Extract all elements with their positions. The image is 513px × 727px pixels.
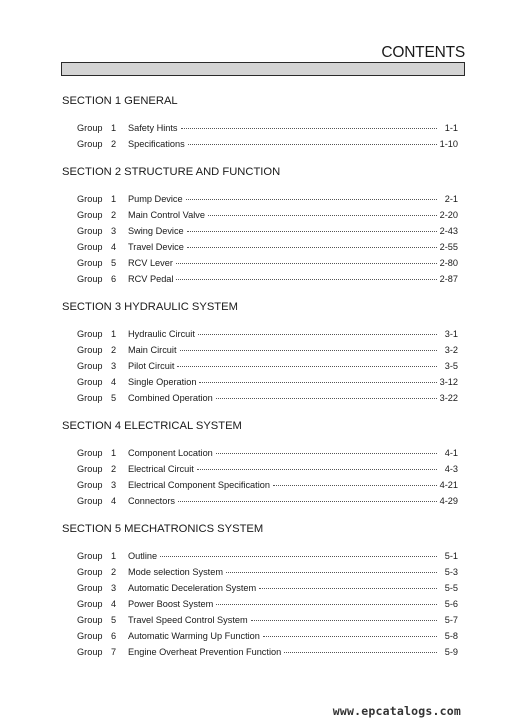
section-title: SECTION 2 STRUCTURE AND FUNCTION xyxy=(62,166,281,178)
page-number: 3-22 xyxy=(439,393,458,403)
section-title: SECTION 5 MECHATRONICS SYSTEM xyxy=(62,523,264,535)
group-label: Group xyxy=(77,615,103,625)
dotted-leader xyxy=(177,366,437,367)
dotted-leader xyxy=(160,556,437,557)
group-label: Group xyxy=(77,139,103,149)
entry-name: Outline xyxy=(128,551,158,561)
page-title: CONTENTS xyxy=(381,44,465,61)
contents-section xyxy=(62,419,458,509)
toc-entry[interactable] xyxy=(62,223,458,239)
group-number: 1 xyxy=(111,329,117,339)
page-number: 5-9 xyxy=(444,647,458,657)
page-number: 4-1 xyxy=(444,448,458,458)
group-label: Group xyxy=(77,226,103,236)
page-number: 2-43 xyxy=(439,226,458,236)
contents-list xyxy=(62,94,458,673)
group-number: 3 xyxy=(111,361,117,371)
group-label: Group xyxy=(77,496,103,506)
toc-entry[interactable] xyxy=(62,271,458,287)
section-title: SECTION 1 GENERAL xyxy=(62,95,178,107)
toc-entry[interactable] xyxy=(62,493,458,509)
group-number: 1 xyxy=(111,448,117,458)
page-number: 4-3 xyxy=(444,464,458,474)
dotted-leader xyxy=(187,231,437,232)
page-number: 3-12 xyxy=(439,377,458,387)
group-label: Group xyxy=(77,448,103,458)
group-number: 2 xyxy=(111,139,117,149)
group-number: 2 xyxy=(111,345,117,355)
toc-entry[interactable] xyxy=(62,136,458,152)
toc-entry[interactable] xyxy=(62,390,458,406)
dotted-leader xyxy=(208,215,437,216)
section-title: SECTION 4 ELECTRICAL SYSTEM xyxy=(62,420,242,432)
dotted-leader xyxy=(226,572,437,573)
dotted-leader xyxy=(216,398,437,399)
toc-entry[interactable] xyxy=(62,120,458,136)
group-number: 4 xyxy=(111,599,117,609)
page-number: 3-2 xyxy=(444,345,458,355)
group-number: 2 xyxy=(111,210,117,220)
group-label: Group xyxy=(77,567,103,577)
toc-entry[interactable] xyxy=(62,239,458,255)
group-number: 1 xyxy=(111,123,117,133)
group-label: Group xyxy=(77,480,103,490)
group-label: Group xyxy=(77,242,103,252)
toc-entry[interactable] xyxy=(62,207,458,223)
group-label: Group xyxy=(77,329,103,339)
page-number: 1-10 xyxy=(439,139,458,149)
dotted-leader xyxy=(197,469,437,470)
group-number: 1 xyxy=(111,551,117,561)
group-label: Group xyxy=(77,361,103,371)
group-label: Group xyxy=(77,647,103,657)
page-number: 3-5 xyxy=(444,361,458,371)
page-number: 5-1 xyxy=(444,551,458,561)
toc-entry[interactable] xyxy=(62,191,458,207)
page-number: 4-29 xyxy=(439,496,458,506)
toc-entry[interactable] xyxy=(62,580,458,596)
group-number: 3 xyxy=(111,226,117,236)
dotted-leader xyxy=(251,620,437,621)
page-number: 3-1 xyxy=(444,329,458,339)
entry-name: Pilot Circuit xyxy=(128,361,175,371)
group-number: 3 xyxy=(111,480,117,490)
entry-name: Automatic Deceleration System xyxy=(128,583,257,593)
entry-name: Travel Device xyxy=(128,242,184,252)
page-number: 1-1 xyxy=(444,123,458,133)
dotted-leader xyxy=(259,588,437,589)
entry-name: Mode selection System xyxy=(128,567,223,577)
group-number: 5 xyxy=(111,393,117,403)
toc-entry[interactable] xyxy=(62,644,458,660)
toc-entry[interactable] xyxy=(62,255,458,271)
dotted-leader xyxy=(187,247,437,248)
group-number: 6 xyxy=(111,274,117,284)
entry-name: RCV Pedal xyxy=(128,274,174,284)
entry-name: Travel Speed Control System xyxy=(128,615,248,625)
entry-name: Pump Device xyxy=(128,194,183,204)
group-number: 4 xyxy=(111,496,117,506)
entry-name: Main Circuit xyxy=(128,345,177,355)
entry-name: Electrical Circuit xyxy=(128,464,194,474)
contents-section xyxy=(62,522,458,660)
group-number: 7 xyxy=(111,647,117,657)
dotted-leader xyxy=(216,453,437,454)
group-label: Group xyxy=(77,393,103,403)
group-label: Group xyxy=(77,464,103,474)
dotted-leader xyxy=(188,144,437,145)
dotted-leader xyxy=(273,485,437,486)
toc-entry[interactable] xyxy=(62,445,458,461)
entry-name: Electrical Component Specification xyxy=(128,480,270,490)
group-label: Group xyxy=(77,210,103,220)
group-label: Group xyxy=(77,258,103,268)
entry-name: Specifications xyxy=(128,139,185,149)
group-number: 5 xyxy=(111,615,117,625)
group-label: Group xyxy=(77,599,103,609)
page-number: 2-20 xyxy=(439,210,458,220)
entry-name: Single Operation xyxy=(128,377,197,387)
page-number: 2-1 xyxy=(444,194,458,204)
toc-entry[interactable] xyxy=(62,477,458,493)
title-rule-bar xyxy=(61,62,465,76)
group-number: 3 xyxy=(111,583,117,593)
dotted-leader xyxy=(284,652,437,653)
page-number: 5-5 xyxy=(444,583,458,593)
page-number: 2-55 xyxy=(439,242,458,252)
group-label: Group xyxy=(77,377,103,387)
entry-name: Combined Operation xyxy=(128,393,213,403)
group-number: 2 xyxy=(111,464,117,474)
toc-entry[interactable] xyxy=(62,374,458,390)
section-title: SECTION 3 HYDRAULIC SYSTEM xyxy=(62,301,238,313)
page-number: 5-8 xyxy=(444,631,458,641)
entry-name: Hydraulic Circuit xyxy=(128,329,195,339)
entry-name: Safety Hints xyxy=(128,123,178,133)
watermark: www.epcatalogs.com xyxy=(332,704,461,718)
dotted-leader xyxy=(198,334,437,335)
entry-name: RCV Lever xyxy=(128,258,173,268)
entry-name: Engine Overheat Prevention Function xyxy=(128,647,282,657)
entry-name: Component Location xyxy=(128,448,213,458)
entry-name: Power Boost System xyxy=(128,599,214,609)
dotted-leader xyxy=(186,199,437,200)
toc-entry[interactable] xyxy=(62,326,458,342)
group-label: Group xyxy=(77,123,103,133)
toc-entry[interactable] xyxy=(62,358,458,374)
page-number: 4-21 xyxy=(439,480,458,490)
contents-section xyxy=(62,300,458,406)
entry-name: Automatic Warming Up Function xyxy=(128,631,260,641)
contents-section xyxy=(62,165,458,287)
group-number: 6 xyxy=(111,631,117,641)
group-number: 2 xyxy=(111,567,117,577)
toc-entry[interactable] xyxy=(62,564,458,580)
dotted-leader xyxy=(181,128,437,129)
dotted-leader xyxy=(199,382,436,383)
group-label: Group xyxy=(77,631,103,641)
page-number: 5-7 xyxy=(444,615,458,625)
group-label: Group xyxy=(77,345,103,355)
toc-entry[interactable] xyxy=(62,628,458,644)
group-label: Group xyxy=(77,194,103,204)
page-number: 5-3 xyxy=(444,567,458,577)
group-label: Group xyxy=(77,583,103,593)
entry-name: Connectors xyxy=(128,496,175,506)
group-number: 4 xyxy=(111,377,117,387)
dotted-leader xyxy=(216,604,437,605)
dotted-leader xyxy=(176,279,436,280)
toc-entry[interactable] xyxy=(62,612,458,628)
page-number: 2-87 xyxy=(439,274,458,284)
group-number: 1 xyxy=(111,194,117,204)
dotted-leader xyxy=(263,636,437,637)
entry-name: Swing Device xyxy=(128,226,184,236)
entry-name: Main Control Valve xyxy=(128,210,205,220)
group-number: 5 xyxy=(111,258,117,268)
page-number: 2-80 xyxy=(439,258,458,268)
toc-entry[interactable] xyxy=(62,461,458,477)
toc-entry[interactable] xyxy=(62,596,458,612)
dotted-leader xyxy=(176,263,437,264)
group-number: 4 xyxy=(111,242,117,252)
dotted-leader xyxy=(180,350,438,351)
page-number: 5-6 xyxy=(444,599,458,609)
toc-entry[interactable] xyxy=(62,548,458,564)
dotted-leader xyxy=(178,501,437,502)
group-label: Group xyxy=(77,551,103,561)
toc-entry[interactable] xyxy=(62,342,458,358)
contents-section xyxy=(62,94,458,152)
group-label: Group xyxy=(77,274,103,284)
